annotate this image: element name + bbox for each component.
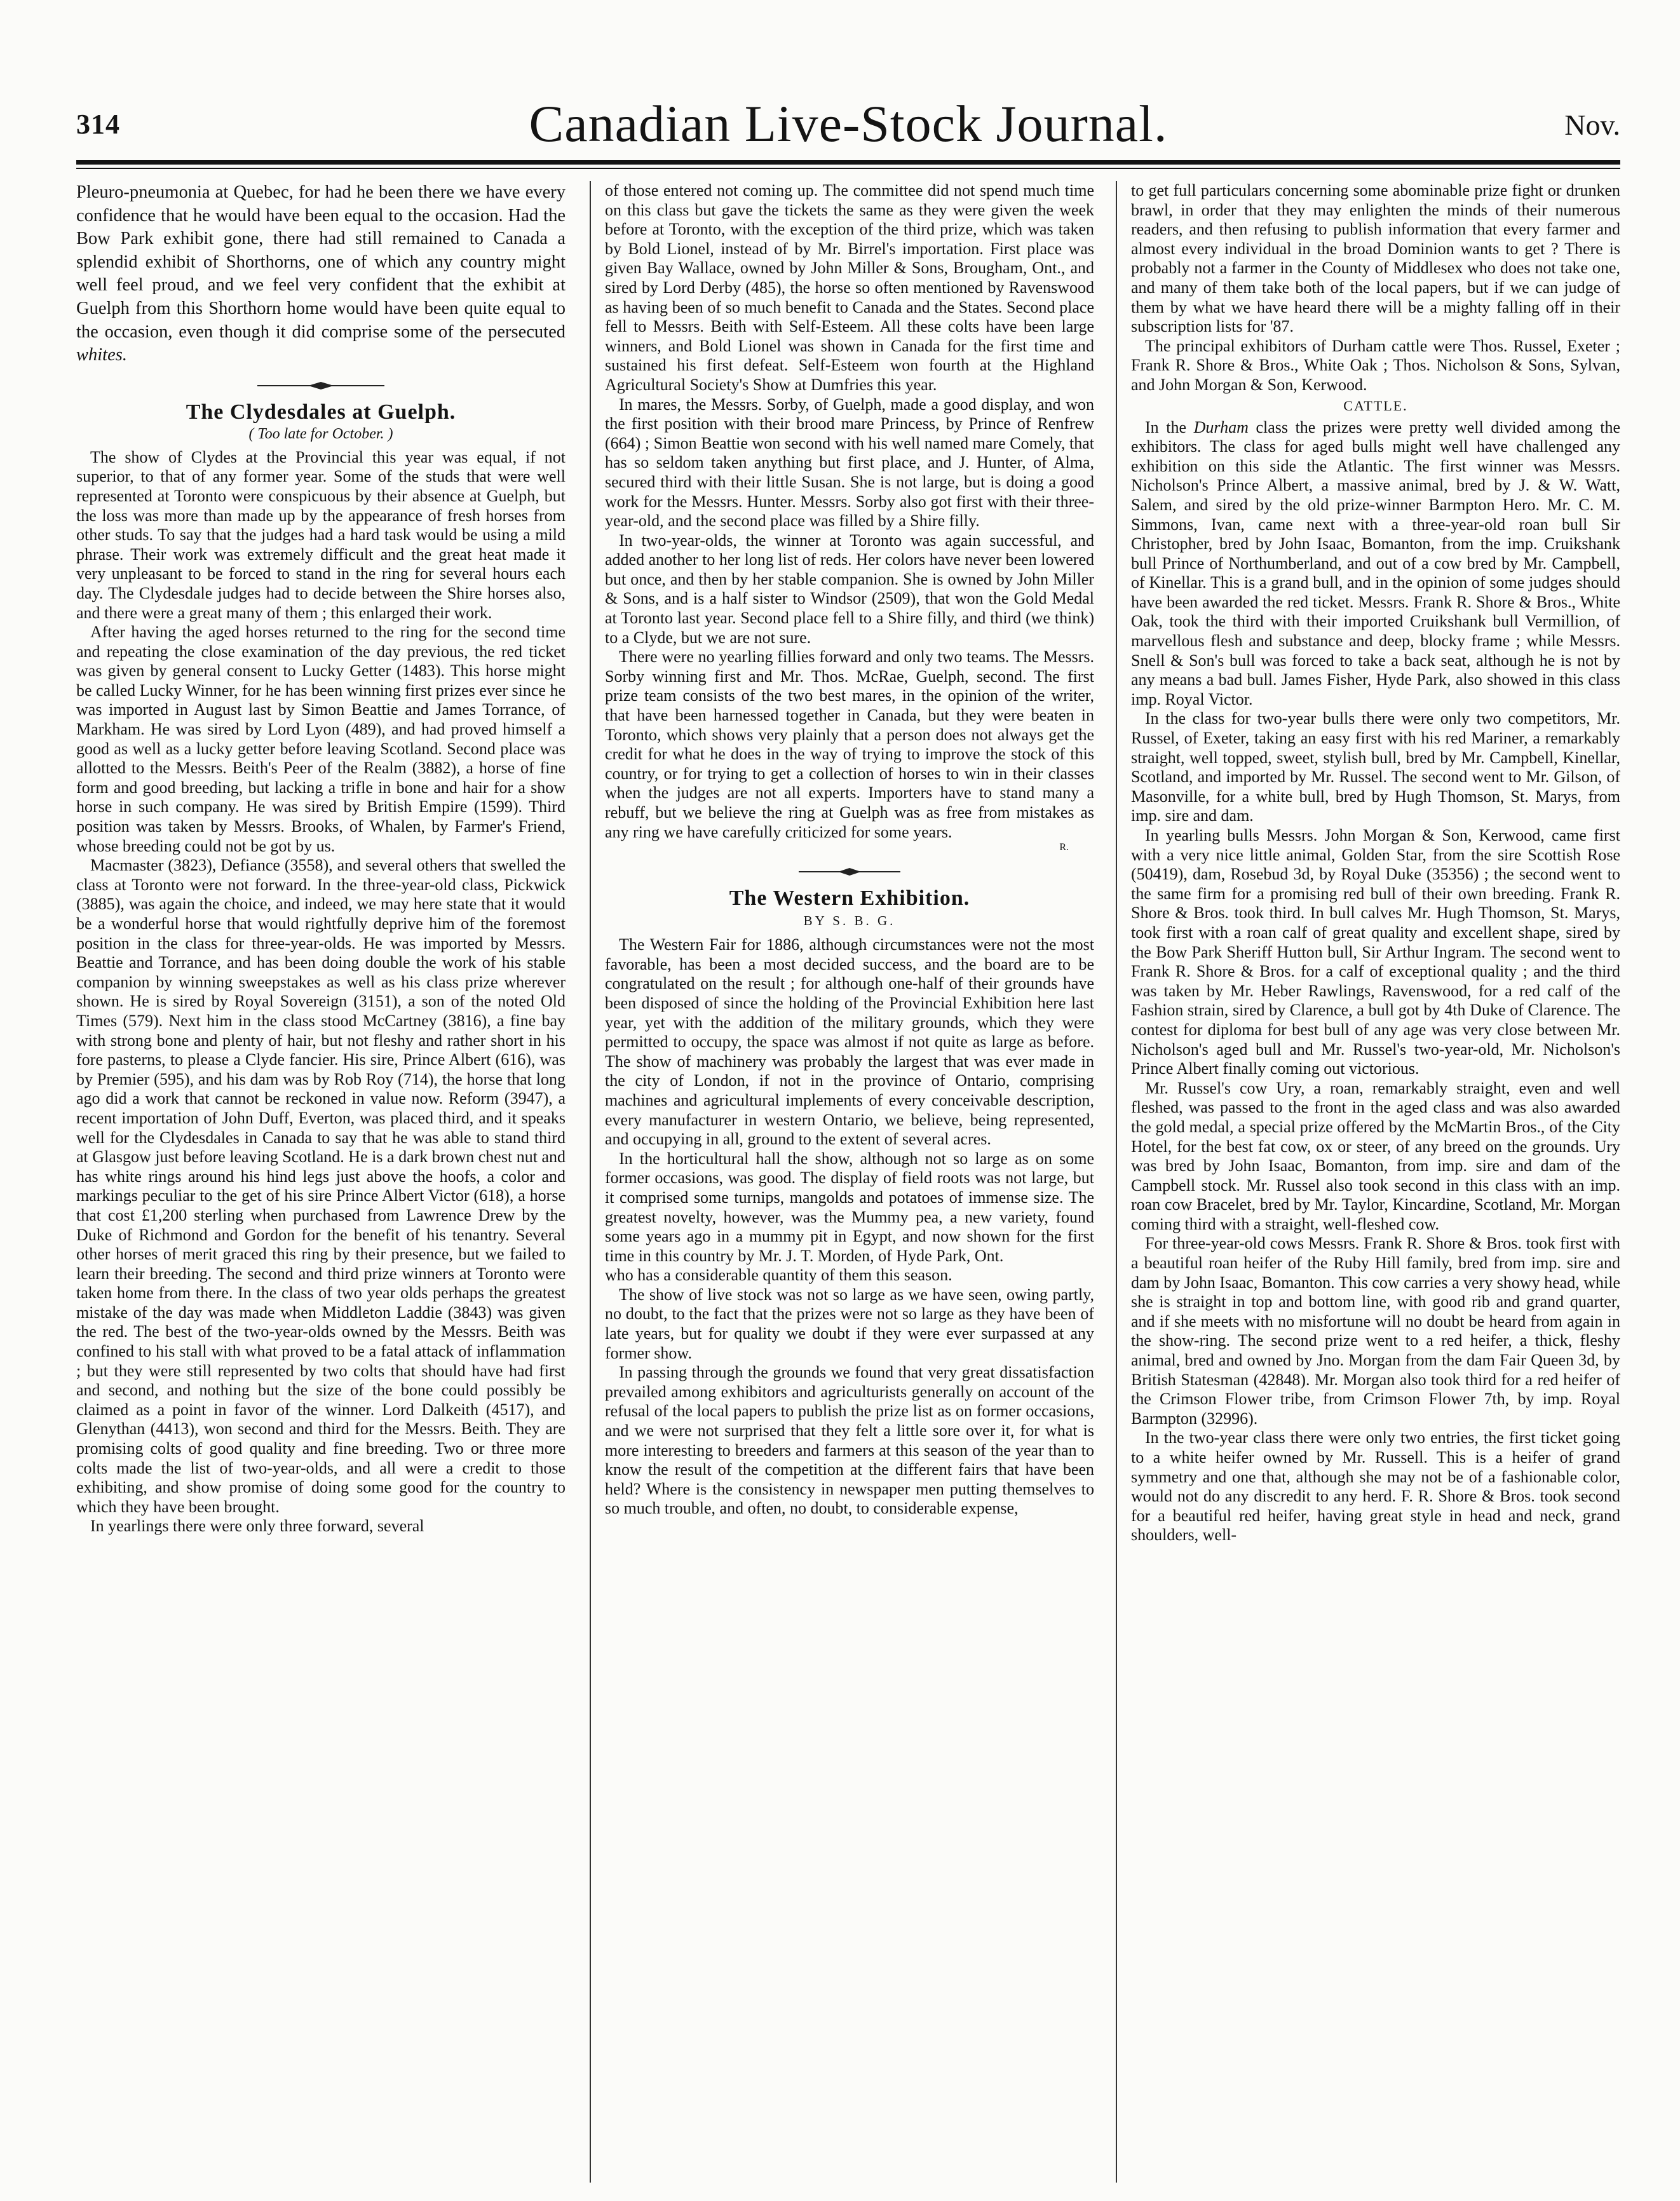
article-paragraph: In two-year-olds, the winner at Toronto was again successful, and added another to her long list of reds. Her colors have never been lowered but once, and then by her stable companion. She is owned by John Miller & Sons, and is a half sister to Windsor (2509), that won the Gold Medal at Toronto last year. Second place fell to a Shire filly, and third (we think) to a Clyde, but we are not sure.	[605, 531, 1094, 647]
issue-month: Nov.	[1564, 109, 1620, 141]
clydesdales-heading: The Clydesdales at Guelph.	[186, 400, 456, 424]
article-paragraph: There were no yearling fillies forward and only two teams. The Messrs. Sorby winning first and Mr. Thos. McRae, Guelph, second. The first prize team consists of the two best mares, in the opinion of the writer, that have been harnessed together in Canada, but they were beaten in Toronto, which shows very plainly that a person does not always get the credit for what he does in the way of trying to improve the stock of this country, or for trying to get a collection of horses to win in their classes when the judges are not all experts. Importers have to stand many a rebuff, but we believe the ring at Guelph was as free from mistakes as any ring we have carefully criticized for some years.	[605, 647, 1094, 841]
journal-title: Canadian Live-Stock Journal.	[529, 95, 1168, 152]
article-paragraph: who has a considerable quantity of them this season.	[605, 1266, 952, 1285]
intro-paragraph: Pleuro-pneumonia at Quebec, for had he been there we have every confidence that he would have been equal to the occasion. Had the Bow Park exhibit gone, there had still remained to Canada a splendid exhibit of Shorthorns, one of which any country might well feel proud, and we feel very confident that the exhibit at Guelph from this Shorthorn home would have been quite equal to the occasion, even though it did comprise some of the persecuted whites.	[76, 182, 566, 365]
column-right	[1131, 181, 1620, 2183]
page-number: 314	[76, 109, 120, 140]
article-paragraph: Mr. Russel's cow Ury, a roan, remarkably straight, even and well fleshed, was passed to the front in the aged class and was also awarded the gold medal, a special prize offered by the McMartin Bros., of the City Hotel, for the best fat cow, ox or steer, of any breed on the grounds. Ury was bred by John Isaac, Bomanton, from imp. sire and dam of the Campbell stock. Mr. Russel also took second in this class with an imp. roan cow Bracelet, bred by Mr. Taylor, Kincardine, Scotland, Mr. Morgan coming third with a straight, well-fleshed cow.	[1131, 1078, 1620, 1233]
byline: BY S. B. G.	[803, 913, 896, 929]
western-exhibition-heading: The Western Exhibition.	[729, 886, 970, 911]
section-ornament	[799, 867, 900, 876]
intro-block	[76, 181, 566, 367]
article-paragraph: After having the aged horses returned to the ring for the second time and repeating the close examination of the day previous, the red ticket was given by general consent to Lucky Getter (1483). This horse might be called Lucky Winner, for he has been winning first prizes ever since he was imported in August last by Simon Beattie and James Torrance, of Markham. He was sired by Lord Lyon (489), and had proved himself a good as well as a lucky getter before leaving Scotland. Second place was allotted to the Messrs. Beith's Peer of the Realm (3882), a horse of fine form and good breeding, but lacking a trifle in bone and hair for a show horse in such company. He was sired by British Empire (1599). Third position was taken by Messrs. Brooks, of Whalen, by Farmer's Friend, whose breeding could not be got by us.	[76, 623, 566, 855]
article-paragraph: The show of Clydes at the Provincial this year was equal, if not superior, to that of any former year. Some of the studs that were well represented at Toronto were conspicuous by their absence at Guelph, but the loss was more than made up by the appearance of fresh horses from other studs. To say that the judges had a hard task would be using a mild phrase. Their work was extremely difficult and the great heat made it very unpleasant to be forced to stand in the ring for several hours each day. The Clydesdale judges had to decide between the Shire horses also, and there were a great many of them ; this enlarged their work.	[76, 447, 566, 622]
article-paragraph: of those entered not coming up. The committee did not spend much time on this class but gave the tickets the same as they were given the week before at Toronto, with the exception of the third prize, which was taken by Bold Lionel, instead of by Mr. Birrel's importation. First place was given Bay Wallace, owned by John Miller & Sons, Brougham, Ont., and sired by Lord Derby (485), the horse so often mentioned by Ravenswood as having been of so much benefit to Canada and the States. Second place fell to Messrs. Beith with Self-Esteem. All these colts have been large winners, and Bold Lionel was shown in Canada for the first time and sustained his first defeat. Self-Esteem won fourth at the Highland Agricultural Society's Show at Dumfries this year.	[605, 181, 1094, 394]
article-paragraph: In the horticultural hall the show, although not so large as on some former occasions, was good. The display of field roots was not large, but it comprised some turnips, mangolds and potatoes of immense size. The greatest novelty, however, was the Mummy pea, a new variety, found some years ago in a mummy pit in Egypt, and now shown for the first time in this country by Mr. J. T. Morden, of Hyde Park, Ont.	[605, 1149, 1094, 1265]
article-paragraph: For three-year-old cows Messrs. Frank R. Shore & Bros. took first with a beautiful roan heifer of the Ruby Hill family, bred from imp. sire and dam by John Isaac, Bomanton. This cow carries a very showy head, while she is straight in top and bottom line, with good rib and grand quarter, and if she meets with no misfortune will no doubt be heard from again in the show-ring. The second prize went to a red heifer, a thick, fleshy animal, bred and owned by Jno. Morgan from the dam Fair Queen 3d, by British Statesman (42848). Mr. Morgan also took third for a red heifer of the Crimson Flower tribe, from Crimson Flower 7th, by imp. Royal Barmpton (32996).	[1131, 1234, 1620, 1428]
article-paragraph: In the class for two-year bulls there were only two competitors, Mr. Russel, of Exeter, taking an easy first with his red Mariner, a remarkably straight, well topped, sweet, stylish bull, bred by Mr. Campbell, Kinellar, Scotland, and imported by Mr. Russel. The second went to Mr. Gilson, of Masonville, for a white bull, bred by Hugh Thomson, St. Marys, from imp. sire and dam.	[1131, 709, 1620, 825]
article-paragraph: In mares, the Messrs. Sorby, of Guelph, made a good display, and won the first position with their brood mare Princess, by Prince of Renfrew (664) ; Simon Beattie won second with his well named mare Comely, that has so seldom taken anything but first place, and J. Hunter, of Alma, secured third with their little Susan. She is not large, but is doing a good work for the Messrs. Hunter. Messrs. Sorby also got first with their three-year-old, and the second place was filled by a Shire filly.	[605, 395, 1094, 531]
article-paragraph: to get full particulars concerning some abominable prize fight or drunken brawl, in order that they may enlighten the minds of their numerous readers, and then refusing to publish information that every farmer and almost every individual in the broad Dominion wants to get ? There is probably not a farmer in the County of Middlesex who does not take one, and many of them take both of the local papers, but if we can judge of them by what we have heard there will be a mighty falling off in their subscription lists for '87.	[1131, 181, 1620, 336]
article-paragraph: In the Durham class the prizes were pretty well divided among the exhibitors. The class for aged bulls might well have challenged any exhibition on this side the Atlantic. The first winner was Messrs. Nicholson's Prince Albert, a massive animal, bred by J. & W. Watt, Salem, and sired by the old prize-winner Barmpton Hero. Mr. C. M. Simmons, Ivan, came next with a three-year-old roan bull Sir Christopher, bred by John Isaac, Bomanton, from the imp. Cruikshank bull Prince of Northumberland, and out of a cow bred by Mr. Campbell, of Kinellar. This is a grand bull, and in the opinion of some judges should have been awarded the red ticket. Messrs. Frank R. Shore & Bros., White Oak, took the third with their imported Cruikshank bull Vermillion, of marvellous flesh and substance and deep, blocky frame ; while Messrs. Snell & Son's bull was forced to take a back seat, although he is not by any means a bad bull. James Fisher, Hyde Park, also showed in this class imp. Royal Victor.	[1131, 417, 1620, 708]
column-left	[76, 181, 566, 2183]
column-divider	[1116, 181, 1117, 2183]
newspaper-page	[76, 0, 1620, 2201]
article-paragraph: The Western Fair for 1886, although circumstances were not the most favorable, has been a most decided success, and the board are to be congratulated on the result ; for although one-half of their grounds have been disposed of since the holding of the Provincial Exhibition here last year, yet with the addition of the military grounds, which they were permitted to occupy, the space was almost if not quite as large as before. The show of machinery was probably the largest that was ever made in the city of London, if not in the province of Ontario, comprising machines and agricultural implements of every conceivable description, every manufacturer in western Ontario, we believe, being represented, and occupying in all, ground to the extent of several acres.	[605, 935, 1094, 1149]
article-paragraph: In passing through the grounds we found that very great dissatisfaction prevailed among exhibitors and agriculturists generally on account of the refusal of the local papers to publish the prize list as on former occasions, and we were not surprised that they felt a little sore over it, for what is more interesting to breeders and farmers at this season of the year than to know the result of the competition at the different fairs that have been held? Where is the consistency in newspaper men putting themselves to so much trouble, and often, no doubt, to considerable expense,	[605, 1363, 1094, 1518]
article-paragraph: Macmaster (3823), Defiance (3558), and several others that swelled the class at Toronto were not forward. In the three-year-old class, Pickwick (3885), was again the choice, and indeed, we may here state that it would be a wonderful horse that would rightfully deprive him of the foremost position in the class for three-year-olds. He was imported by Messrs. Beattie and Torrance, and has been doing double the work of his stable companion by winning sweepstakes as well as his class prize wherever shown. He is sired by Royal Sovereign (3151), a son of the noted Old Times (579). Next him in the class stood McCartney (3816), a fine bay with strong bone and plenty of hair, but not fleshy and rather short in his fore pasterns, to please a Clyde fancier. His sire, Prince Albert (616), was by Premier (595), and his dam was by Rob Roy (714), the horse that long ago did a work that cannot be reckoned in value now. Reform (3947), a recent importation of John Duff, Everton, was placed third, and it speaks well for the Clydesdales in Canada to say that he was able to stand third at Glasgow just before leaving Scotland. He is a dark brown chest nut and has white rings around his hind legs just above the hoofs, a color and markings peculiar to the get of his sire Prince Albert Victor (618), a horse that cost £1,200 sterling when purchased from Lawrence Drew by the Duke of Richmond and Gordon for the benefit of his tenantry. Several other horses of merit graced this ring by their presence, but we failed to learn their breeding. The second and third prize winners at Toronto were taken home from there. In the class of two year olds perhaps the greatest mistake of the day was made when Middleton Laddie (3843) was given the red. The best of the two-year-olds owned by the Messrs. Beith was confined to his stall with what proved to be a fatal attack of inflammation ; but they were still represented by two colts that should have had first and second, and nothing but the size of the bone could possibly be claimed as a point in favor of the winner. Lord Dalkeith (4517), and Glenythan (4413), won second and third for the Messrs. Beith. They are promising colts of good quality and fine breeding. Two or three more colts made the list of two-year-olds, and all were a credit to those exhibiting, and show promise of doing some good for the country to which they have been brought.	[76, 856, 566, 1516]
section-ornament	[257, 381, 384, 390]
article-paragraph: The show of live stock was not so large as we have seen, owing partly, no doubt, to the fact that the prizes were not so large as they have been of late years, but for quality we doubt if they were ever surpassed at any former show.	[605, 1285, 1094, 1362]
header-rule-thin	[76, 168, 1620, 169]
page-header	[76, 95, 1620, 152]
cattle-subheading: CATTLE.	[1343, 397, 1408, 414]
article-paragraph: In the two-year class there were only two entries, the first ticket going to a white heifer owned by Mr. Russell. This is a heifer of grand symmetry and one that, although she may not be of a fashionable color, would not do any discredit to any herd. F. R. Shore & Bros. took second for a beautiful red heifer, having great style in head and neck, grand shoulders, well-	[1131, 1428, 1620, 1545]
author-signature: R.	[1059, 842, 1069, 853]
header-rule-thick	[76, 160, 1620, 165]
column-divider	[590, 181, 591, 2183]
clydesdales-note: ( Too late for October. )	[248, 425, 393, 442]
article-paragraph: In yearlings there were only three forward, several	[90, 1517, 424, 1536]
article-paragraph: The principal exhibitors of Durham cattle were Thos. Russel, Exeter ; Frank R. Shore & Bros., White Oak ; Thos. Nicholson & Sons, Sylvan, and John Morgan & Son, Kerwood.	[1131, 336, 1620, 394]
column-middle	[605, 181, 1094, 2183]
article-paragraph: In yearling bulls Messrs. John Morgan & Son, Kerwood, came first with a very nice little animal, Golden Star, from the sire Scottish Rose (50419), dam, Rosebud 3d, by Royal Duke (35356) ; the second went to the same firm for a promising red bull of their own breeding. Frank R. Shore & Bros. took third. In bull calves Mr. Hugh Thomson, St. Marys, took first with a roan calf of great quality and excellent shape, sired by the Bow Park Sheriff Hutton bull, Sir Arthur Ingram. The second went to Frank R. Shore & Bros. for a calf of exceptional quality ; and the third was taken by Mr. Heber Rawlings, Ravenswood, for a red calf of the Fashion strain, sired by Clarence, a bull got by 4th Duke of Clarence. The contest for diploma for best bull of any age was very close between Mr. Nicholson's aged bull and Mr. Russel's two-year-old, Mr. Nicholson's Prince Albert finally coming out victorious.	[1131, 826, 1620, 1078]
